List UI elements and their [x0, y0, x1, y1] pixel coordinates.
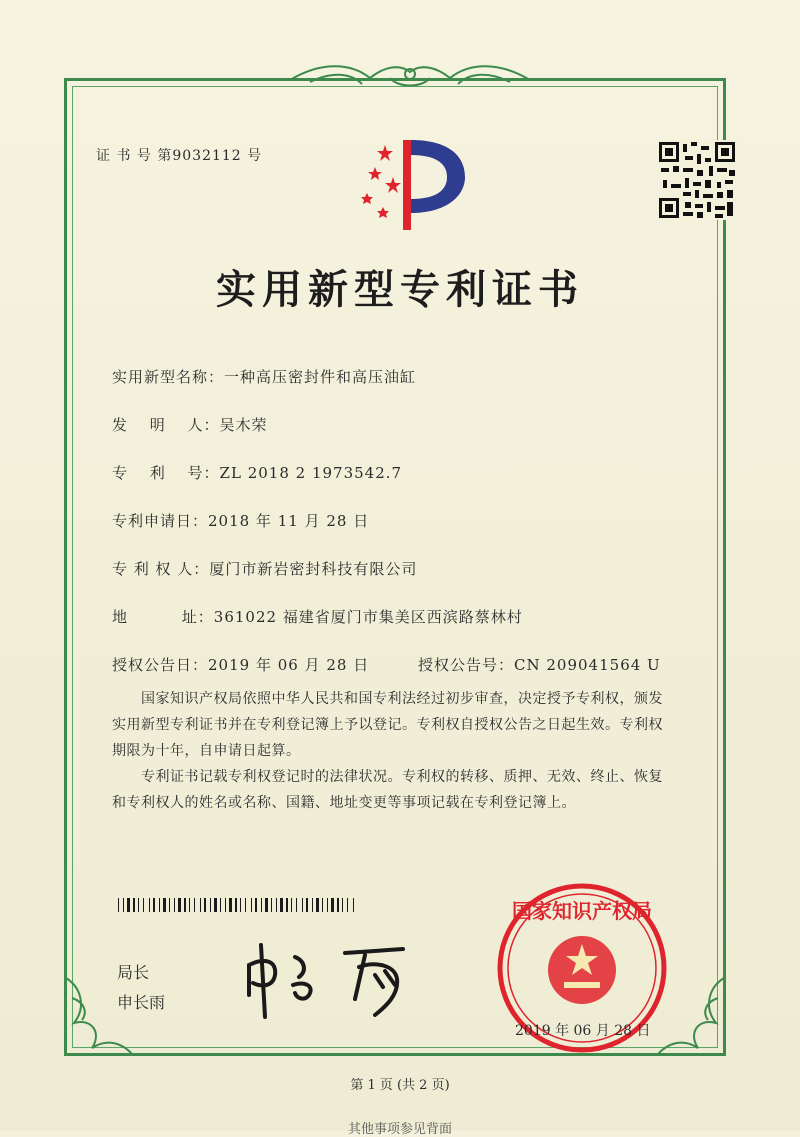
qr-code	[657, 140, 737, 220]
seal-text: 国家知识产权局	[512, 899, 652, 923]
patentee-value: 厦门市新岩密封科技有限公司	[209, 560, 418, 578]
patent-number-row	[112, 462, 402, 483]
director-name: 申长雨	[117, 993, 166, 1012]
inventor-label: 发 明 人：	[112, 416, 220, 434]
grant-date-value: 2019 年 06 月 28 日	[208, 656, 370, 674]
inventor-value: 吴木荣	[219, 416, 268, 434]
address-row	[112, 606, 523, 627]
grant-number-row	[418, 654, 661, 675]
certificate-title: 实用新型专利证书	[216, 266, 584, 313]
filing-date-value: 2018 年 11 月 28 日	[208, 512, 370, 530]
patentee-label: 专 利 权 人：	[112, 560, 210, 578]
legal-paragraph-1: 国家知识产权局依照中华人民共和国专利法经过初步审查，决定授予专利权，颁发实用新型专利证书并在专利登记簿上予以登记。专利权自授权公告之日起生效。专利权期限为十年，自申请日起算。	[112, 691, 663, 759]
barcode	[118, 898, 354, 912]
name-value: 一种高压密封件和高压油缸	[224, 368, 417, 386]
director-signature	[235, 935, 425, 1025]
address-value: 361022 福建省厦门市集美区西滨路蔡林村	[213, 608, 523, 626]
director-title: 局长	[117, 963, 150, 982]
patent-number-label: 专 利 号：	[112, 464, 220, 482]
legal-paragraph-2: 专利证书记载专利权登记时的法律状况。专利权的转移、质押、无效、终止、恢复和专利权人的姓名或名称、国籍、地址变更等事项记载在专利登记簿上。	[112, 769, 663, 811]
bottom-note: 其他事项参见背面	[347, 1122, 452, 1137]
patentee-row	[112, 558, 417, 579]
seal-date: 2019 年 06 月 28 日	[515, 1023, 651, 1039]
grant-number-label: 授权公告号：	[418, 656, 515, 674]
filing-date-label: 专利申请日：	[112, 512, 209, 530]
grant-date-row	[112, 654, 369, 675]
certificate-number: 证 书 号 第9032112 号	[96, 148, 263, 164]
top-ornament	[290, 58, 530, 98]
cnipa-logo	[355, 135, 470, 235]
grant-number-value: CN 209041564 U	[514, 656, 661, 674]
name-label: 实用新型名称：	[112, 368, 225, 386]
filing-date-row	[112, 510, 369, 531]
page-indicator: 第 1 页 (共 2 页)	[350, 1078, 450, 1093]
utility-model-name-row	[112, 366, 416, 387]
patent-number-value: ZL 2018 2 1973542.7	[219, 464, 403, 482]
grant-date-label: 授权公告日：	[112, 656, 209, 674]
inventor-row	[112, 414, 268, 435]
address-label: 地 址：	[112, 608, 214, 626]
